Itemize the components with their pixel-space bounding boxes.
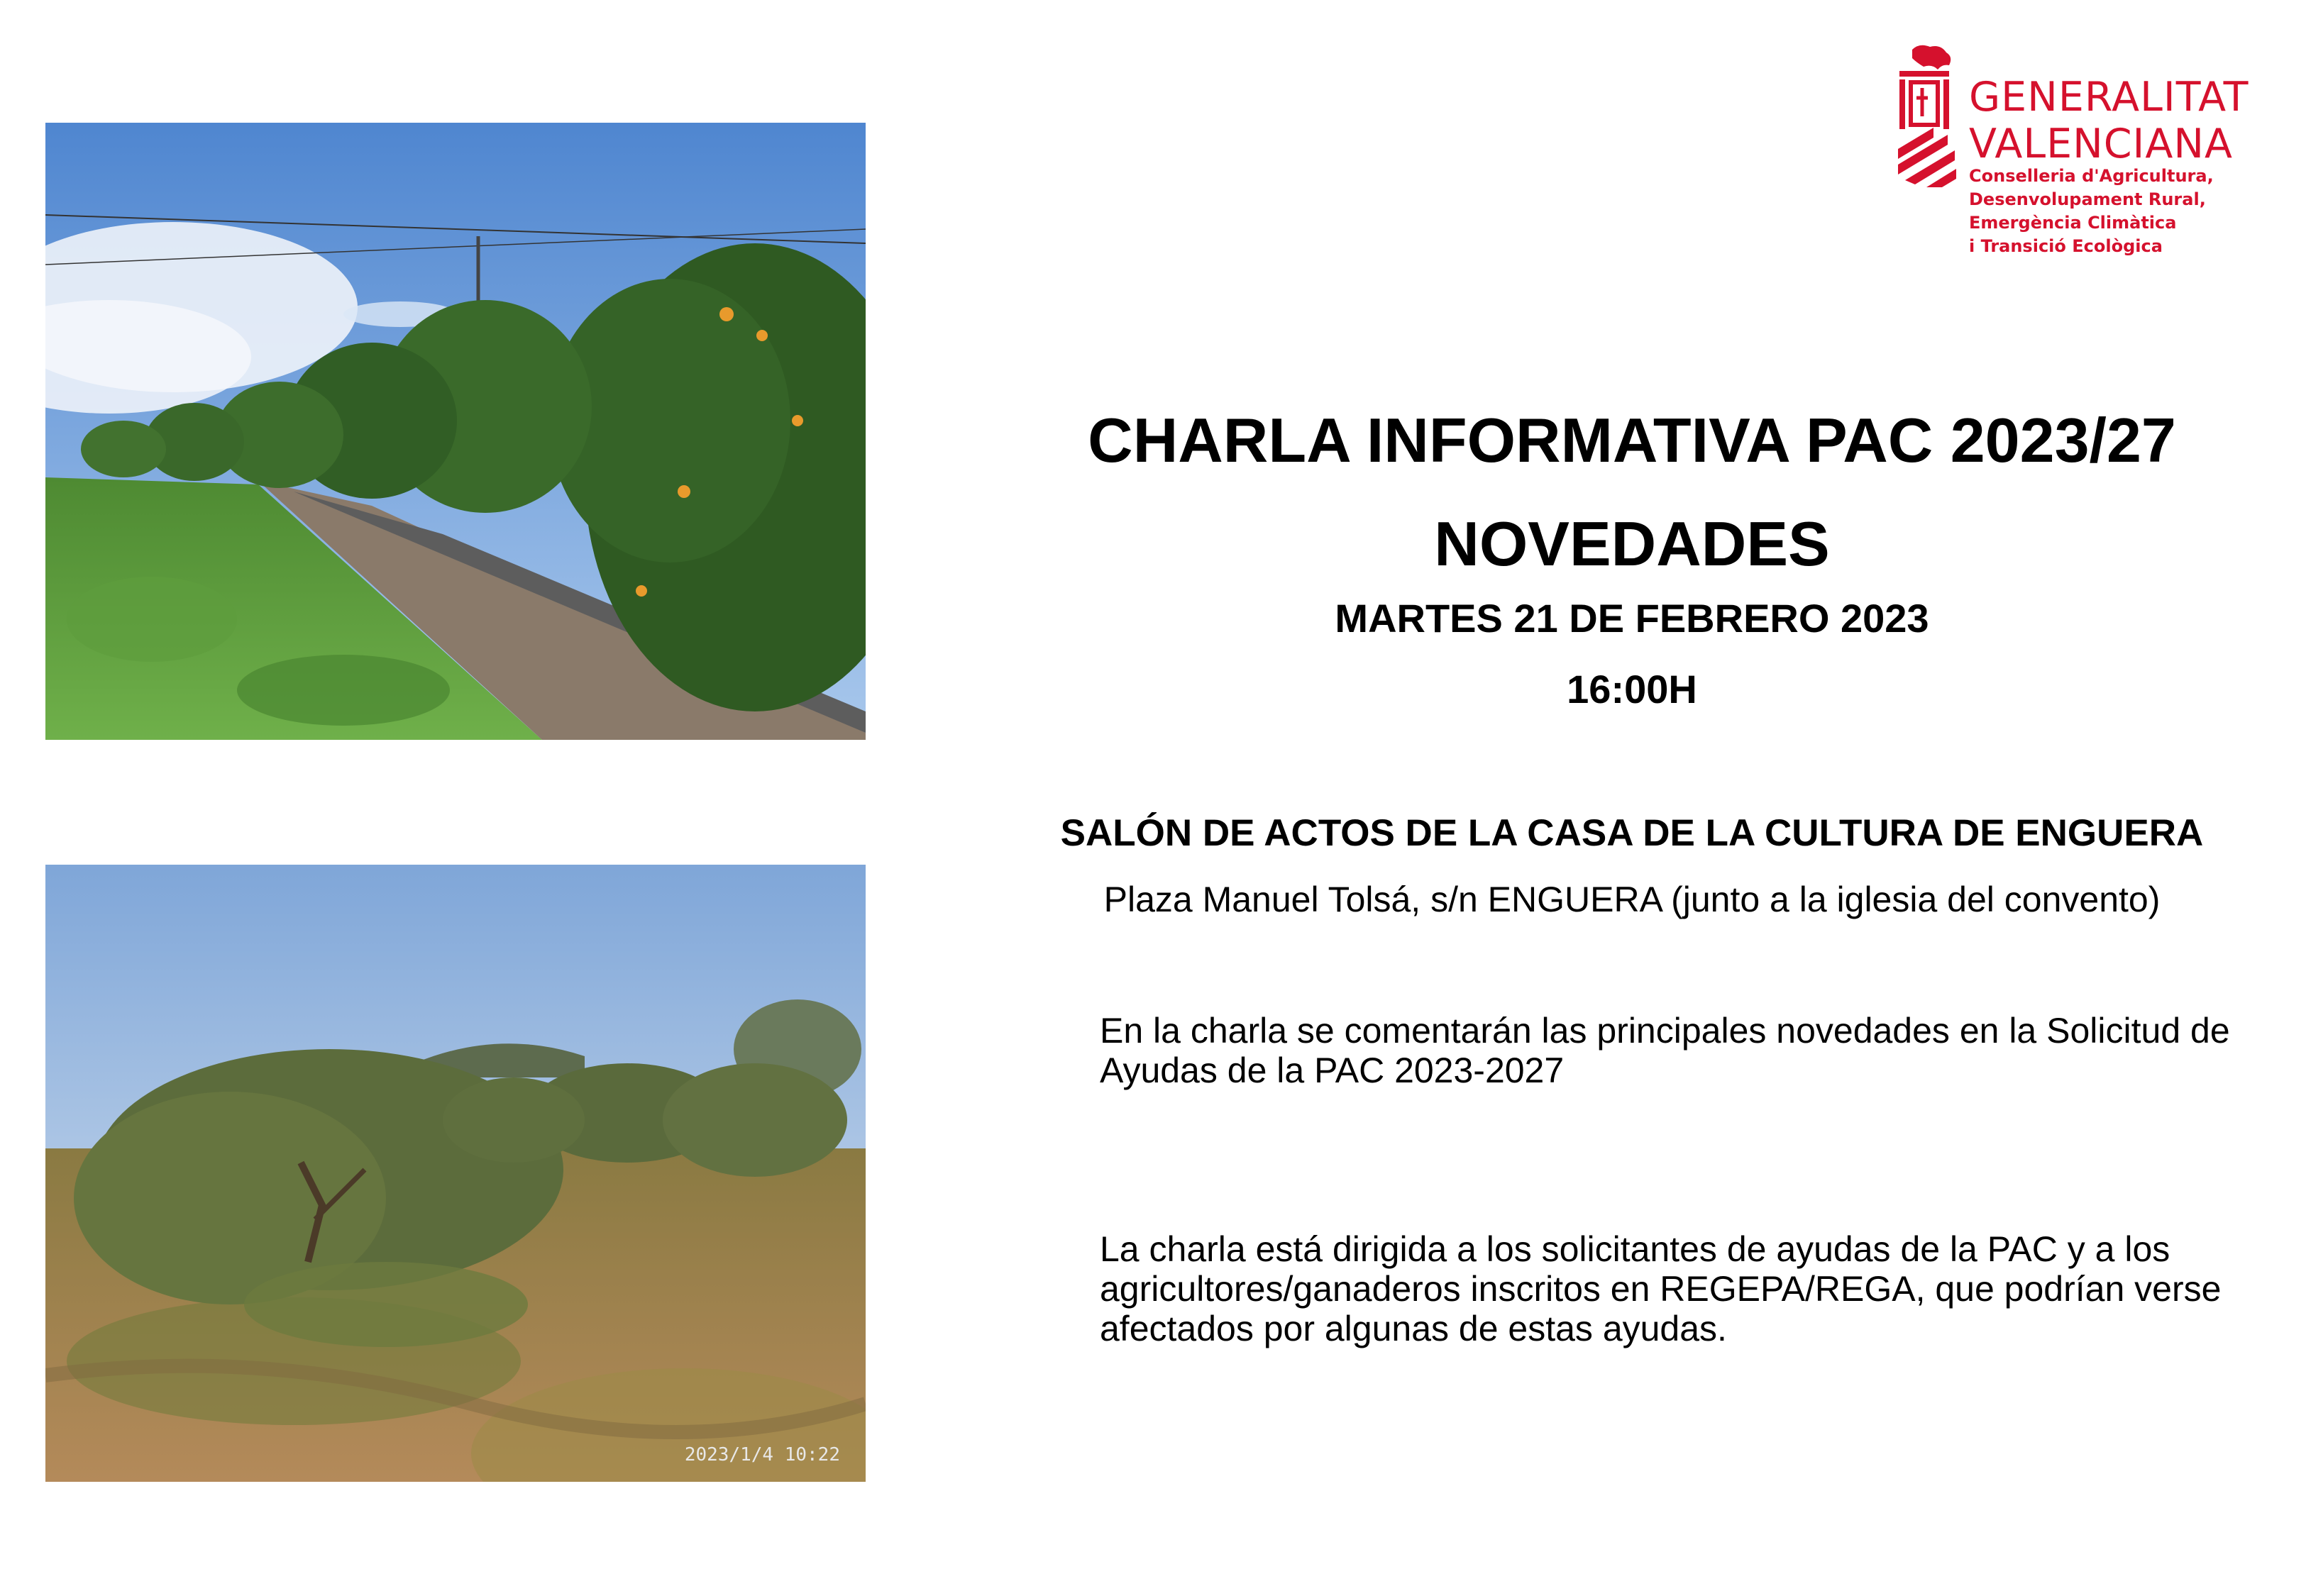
department-line-2: Desenvolupament Rural,	[1969, 189, 2206, 209]
event-date: MARTES 21 DE FEBRERO 2023	[1335, 596, 1929, 641]
generalitat-valenciana-logo	[1891, 43, 2260, 270]
description-paragraph: En la charla se comentarán las principales novedades en la Solicitud de Ayudas de la PAC 2023-2027	[1100, 1011, 2230, 1090]
event-title-line-2: NOVEDADES	[1434, 509, 1830, 579]
logo-title-line-2: VALENCIANA	[1969, 121, 2233, 167]
orange-orchard-photo	[45, 123, 866, 740]
event-address: Plaza Manuel Tolsá, s/n ENGUERA (junto a la iglesia del convento)	[1103, 880, 2161, 919]
olive-grove-photo	[45, 865, 866, 1482]
event-time: 16:00H	[1567, 667, 1697, 711]
department-name	[1969, 165, 2214, 258]
department-line-1: Conselleria d'Agricultura,	[1969, 166, 2214, 186]
audience-paragraph: La charla está dirigida a los solicitantes de ayudas de la PAC y a los agricultores/ganaderos inscritos en REGEPA/REGA, que podrían verse afectados por algunas de estas ayudas.	[1100, 1229, 2222, 1348]
department-line-4: i Transició Ecològica	[1969, 236, 2163, 256]
logo-title-line-1: GENERALITAT	[1969, 74, 2249, 121]
event-title	[993, 389, 2271, 596]
logo-title	[1969, 74, 2249, 167]
event-venue: SALÓN DE ACTOS DE LA CASA DE LA CULTURA DE ENGUERA	[1060, 812, 2204, 854]
event-title-line-1: CHARLA INFORMATIVA PAC 2023/27	[1088, 405, 2176, 475]
photo-timestamp: 2023/1/4 10:22	[684, 1444, 840, 1465]
department-line-3: Emergència Climàtica	[1969, 213, 2177, 233]
coat-of-arms-icon	[1891, 43, 1960, 192]
